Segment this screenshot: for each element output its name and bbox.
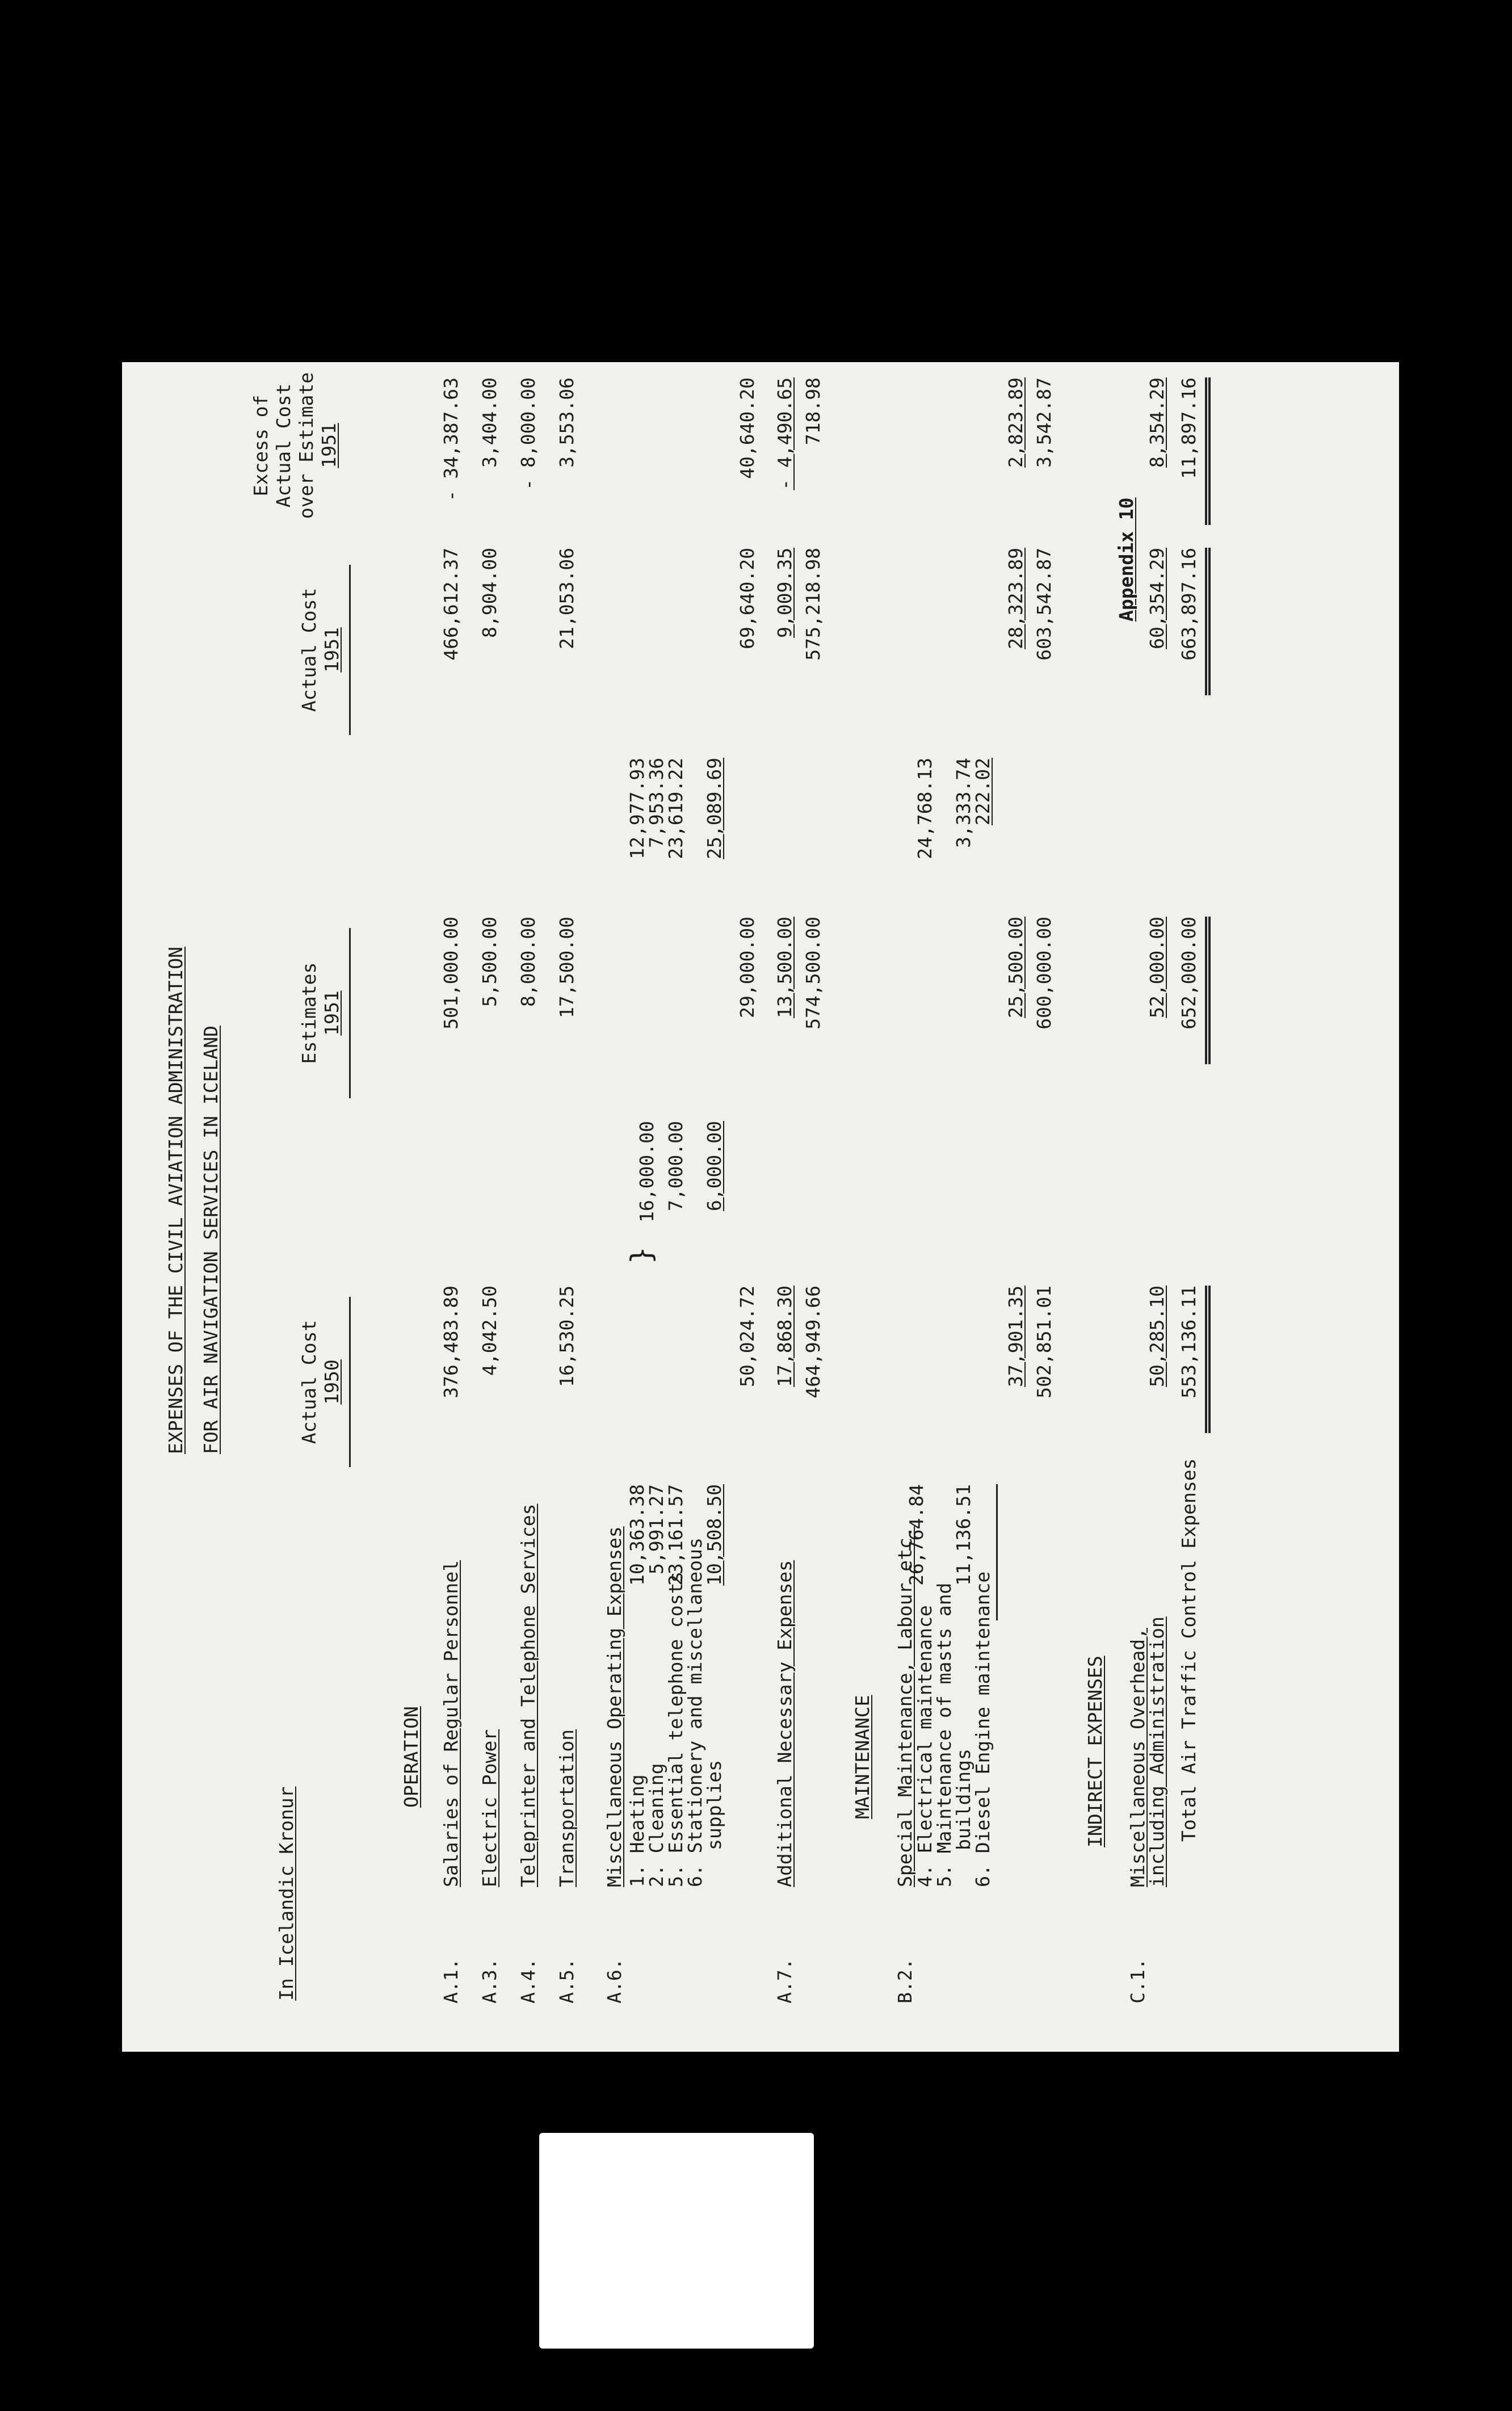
sub-cell-1951: 7,953.36 [645,758,667,848]
sub-cell-1951: 3,333.74 [952,758,975,848]
row-label: Special Maintenance, Labour etc. [894,1526,916,1887]
cell-excess: 2,823.89 [1005,377,1027,468]
col-header-estimates-1951: Estimates 1951 [298,962,343,1064]
cell-excess: 3,553.06 [556,377,578,468]
sub-cell-1951: 23,619.22 [665,758,687,859]
sub-item-label: 6. Stationery and miscellaneous [684,1538,706,1887]
sub-item-label: 1. Heating [626,1774,648,1887]
appendix-label: Appendix 10 [1115,497,1137,621]
cell-1950: 376,483.89 [440,1286,462,1398]
bracket: } [625,1246,658,1264]
subtotal-1951: 575,218.98 [802,548,824,661]
row-label: Additional Necessary Expenses [774,1560,796,1887]
row-label: Transportation [556,1729,578,1887]
cell-1950: 50,024.72 [736,1286,758,1387]
cell-est: 29,000.00 [736,917,758,1018]
row-code: A.6. [603,1958,625,2003]
col-header-actual-1950: Actual Cost 1950 [298,1320,343,1444]
cell-1951: 28,323.89 [1005,548,1027,649]
cell-excess: 40,640.20 [736,377,758,479]
sum-rule [996,1484,998,1620]
col-header-actual-1951: Actual Cost 1951 [298,587,343,712]
subtotal-excess: 718.98 [802,377,824,446]
subtotal-excess: 3,542.87 [1033,377,1055,468]
cell-1950: 4,042.50 [478,1286,501,1376]
rotated-table [122,362,1399,2052]
cell-est: 13,500.00 [774,917,796,1018]
subtotal-1951: 603,542.87 [1033,548,1055,661]
cell-est: 8,000.00 [517,917,539,1007]
title-line-1: EXPENSES OF THE CIVIL AVIATION ADMINISTRATION [165,946,187,1454]
cell-excess: 3,404.00 [478,377,501,468]
sub-cell-1950: 10,363.38 [626,1484,648,1586]
row-code: A.4. [517,1958,539,2003]
document-page [122,362,1399,2052]
cell-est: 52,000.00 [1146,917,1168,1018]
sub-item-label: 5. Maintenance of masts and [933,1582,955,1887]
cell-1951: 8,904.00 [478,548,501,638]
cell-est: 25,500.00 [1005,917,1027,1018]
row-label: Miscellaneous Overhead, [1127,1628,1149,1887]
sub-cell-1950: 11,136.51 [952,1484,975,1586]
sub-item-label: supplies [703,1760,725,1850]
total-excess: 11,897.16 [1178,377,1200,479]
cell-1951: 21,053.06 [556,548,578,649]
sub-item-label: 5. Essential telephone costs [665,1571,687,1887]
sub-cell-1950: 23,161.57 [665,1484,687,1586]
row-label: Electric Power [478,1729,501,1887]
cell-1951: 9,009.35 [774,548,796,638]
sub-cell-1951: 12,977.93 [626,758,648,859]
sub-cell-1951: 222.02 [972,758,994,826]
sub-item-label: buildings [952,1749,975,1850]
row-code: A.1. [440,1958,462,2003]
cell-excess: - 34,387.63 [440,377,462,502]
cell-excess: - 8,000.00 [517,377,539,490]
sub-item-label: 4. Electrical maintenance [914,1605,936,1887]
section-indirect: INDIRECT EXPENSES [1084,1656,1106,1847]
col-header-excess: Excess of Actual Cost over Estimate 1951 [250,372,340,519]
row-code: C.1. [1127,1958,1149,2003]
subtotal-est: 574,500.00 [802,917,824,1030]
cell-est: 501,000.00 [440,917,462,1030]
sub-cell-est: 16,000.00 [636,1121,658,1223]
row-label: including Administration [1146,1616,1168,1887]
sub-cell-1950: 26,764.84 [905,1484,927,1586]
cell-1951: 466,612.37 [440,548,462,661]
header-rule [349,1297,351,1467]
double-rule [1205,1286,1211,1433]
title-line-2: FOR AIR NAVIGATION SERVICES IN ICELAND [200,1026,222,1454]
row-code: A.3. [478,1958,501,2003]
row-label: Teleprinter and Telephone Services [517,1503,539,1887]
section-operation: OPERATION [400,1706,422,1808]
cell-est: 5,500.00 [478,917,501,1007]
sub-cell-1950: 5,991.27 [645,1484,667,1574]
subtotal-est: 600,000.00 [1033,917,1055,1030]
cell-excess: 8,354.29 [1146,377,1168,468]
cell-1951: 60,354.29 [1146,548,1168,649]
cell-1950: 16,530.25 [556,1286,578,1387]
sub-cell-1950: 10,508.50 [703,1484,725,1586]
sub-cell-1951: 25,089.69 [703,758,725,859]
archive-label-card [539,2133,814,2349]
row-code: A.7. [774,1958,796,2003]
row-label: Miscellaneous Operating Expenses [603,1526,625,1887]
total-est: 652,000.00 [1178,917,1200,1030]
header-rule [349,928,351,1098]
total-1951: 663,897.16 [1178,548,1200,661]
double-rule [1205,548,1211,695]
header-rule [349,565,351,735]
total-1950: 553,136.11 [1178,1286,1200,1398]
subtotal-1950: 502,851.01 [1033,1286,1055,1398]
cell-1951: 69,640.20 [736,548,758,649]
sub-cell-est: 6,000.00 [703,1121,725,1211]
cell-est: 17,500.00 [556,917,578,1018]
row-code: A.5. [556,1958,578,2003]
double-rule [1205,377,1211,525]
row-code: B.2. [894,1958,916,2003]
sub-item-label: 2. Cleaning [645,1763,667,1887]
cell-1950: 50,285.10 [1146,1286,1168,1387]
section-maintenance: MAINTENANCE [851,1695,873,1819]
sub-cell-1951: 24,768.13 [914,758,936,859]
double-rule [1205,917,1211,1064]
currency-note: In Icelandic Kronur [275,1786,297,2001]
cell-excess: - 4,490.65 [774,377,796,490]
sub-cell-est: 7,000.00 [665,1121,687,1211]
cell-1950: 37,901.35 [1005,1286,1027,1387]
row-label: Salaries of Regular Personnel [440,1560,462,1887]
total-label: Total Air Traffic Control Expenses [1178,1458,1200,1842]
subtotal-1950: 464,949.66 [802,1286,824,1398]
sub-item-label: 6. Diesel Engine maintenance [972,1571,994,1887]
cell-1950: 17,868.30 [774,1286,796,1387]
